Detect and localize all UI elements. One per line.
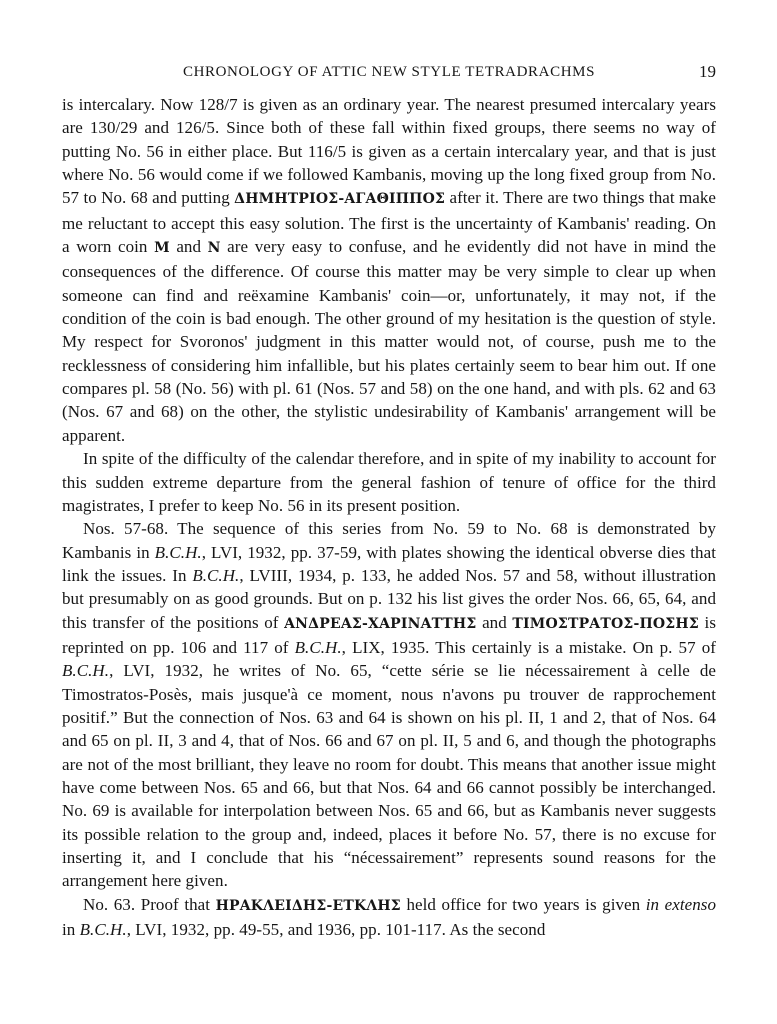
running-header (62, 62, 716, 86)
italic-phrase: in extenso (645, 894, 717, 914)
text-run: , LVI, 1932, he writes of No. 65, “cette série se lie nécessairement à celle de Timostratos-Posès, mais jusque'à ce moment, nous n'avons pu trouver de rapprochement positif.” But the connection of Nos. 63 and 64 is shown on his pl. II, 1 and 2, that of Nos. 64 and 65 on pl. II, 3 and 4, that of Nos. 66 and 67 on pl. II, 5 and 6, and though the photographs are not of the most brilliant, they leave no room for doubt. This means that another issue might have come between Nos. 65 and 66, but that Nos. 64 and 66 cannot possibly be interchanged. No. 69 is available for interpolation between Nos. 65 and 66, but as Kambanis never suggests its possible relation to the group and, indeed, places it before No. 57, there is no excuse for inserting it, and I conclude that his “nécessairement” represents sound reasons for the arrangement here given. (62, 661, 716, 891)
text-run: is reprinted on pp. 106 and 117 of (62, 612, 717, 657)
text-run: and (476, 612, 513, 632)
text-run: In spite of the difficulty of the calendar therefore, and in spite of my inability to account for this sudden extreme departure from the general fashion of tenure of office for the third magistrates, I prefer to keep No. 56 in its present position. (62, 449, 716, 515)
paragraph-intercalary (62, 93, 716, 447)
text-run: No. 63. Proof that (83, 894, 216, 914)
journal-abbrev: B.C.H. (294, 637, 342, 657)
greek-magistrate-names: ΤΙΜΟΣΤΡΑΤΟΣ-ΠΟΣΗΣ (512, 615, 699, 632)
text-run: held office for two years is given (400, 894, 646, 914)
text-run: in (62, 920, 80, 940)
greek-magistrate-names: ΗΡΑΚΛΕΙΔΗΣ-ΕΤΚΛΗΣ (215, 897, 401, 914)
text-run: and (169, 237, 208, 257)
paragraph-no-63 (62, 893, 716, 942)
text-run: after it. There are two things that make me reluctant to accept this easy solution. The first is the uncertainty of Kambanis' reading. On a worn coin (62, 188, 716, 257)
text-run: , LVI, 1932, pp. 49-55, and 1936, pp. 101-117. As the second (126, 920, 546, 940)
journal-abbrev: B.C.H. (62, 661, 110, 681)
letter-n: N (207, 240, 221, 257)
page (62, 62, 716, 941)
paragraph-calendar (62, 447, 716, 517)
letter-m: M (154, 240, 170, 257)
journal-abbrev: B.C.H. (154, 542, 202, 562)
text-run: Nos. 57-68. The sequence of this series from No. 59 to No. 68 is demonstrated by Kambanis in (62, 519, 716, 562)
greek-magistrate-names: ΔΗΜΗΤΡΙΟΣ-ΑΓΑΘΙΠΠΟΣ (234, 191, 446, 208)
journal-abbrev: B.C.H. (192, 565, 240, 585)
text-run: is intercalary. Now 128/7 is given as an ordinary year. The nearest presumed intercalary years are 130/29 and 126/5. Since both of these fall within fixed groups, there seems no way of putting No. 56 in either place. But 116/5 is given as a certain intercalary year, and that is just where No. 56 would come if we followed Kambanis, moving up the long fixed group from No. 57 to No. 68 and putting (62, 95, 716, 208)
journal-abbrev: B.C.H. (79, 920, 127, 940)
running-title: CHRONOLOGY OF ATTIC NEW STYLE TETRADRACHMS (182, 64, 596, 80)
text-run: , LIX, 1935. This certainly is a mistake. On p. 57 of (341, 637, 716, 657)
text-run: , LVIII, 1934, p. 133, he added Nos. 57 and 58, without illustration but presumably on as good grounds. But on p. 132 his list gives the order Nos. 66, 65, 64, and this transfer of the positions of (62, 565, 716, 632)
text-run: , LVI, 1932, pp. 37-59, with plates showing the identical obverse dies that link the issues. In (62, 542, 716, 585)
text-run: are very easy to confuse, and he evidently did not have in mind the consequences of the difference. Of course this matter may be very simple to clear up when someone can find and reëxamine Kambanis' coin—or, unfortunately, it may not, if the condition of the coin is bad enough. The other ground of my hesitation is the question of style. My respect for Svoronos' judgment in this matter would not, of course, push me to the recklessness of considering him infallible, but his plates certainly seem to bear him out. If one compares pl. 58 (No. 56) with pl. 61 (Nos. 57 and 58) on the one hand, and with pls. 62 and 63 (Nos. 67 and 68) on the other, the stylistic undesirability of Kambanis' arrangement will be apparent. (62, 237, 717, 445)
page-number: 19 (699, 62, 716, 81)
paragraph-nos-57-68 (62, 517, 716, 893)
greek-magistrate-names: ΑΝΔΡΕΑΣ-ΧΑΡΙΝΑΤΤΗΣ (284, 615, 477, 632)
